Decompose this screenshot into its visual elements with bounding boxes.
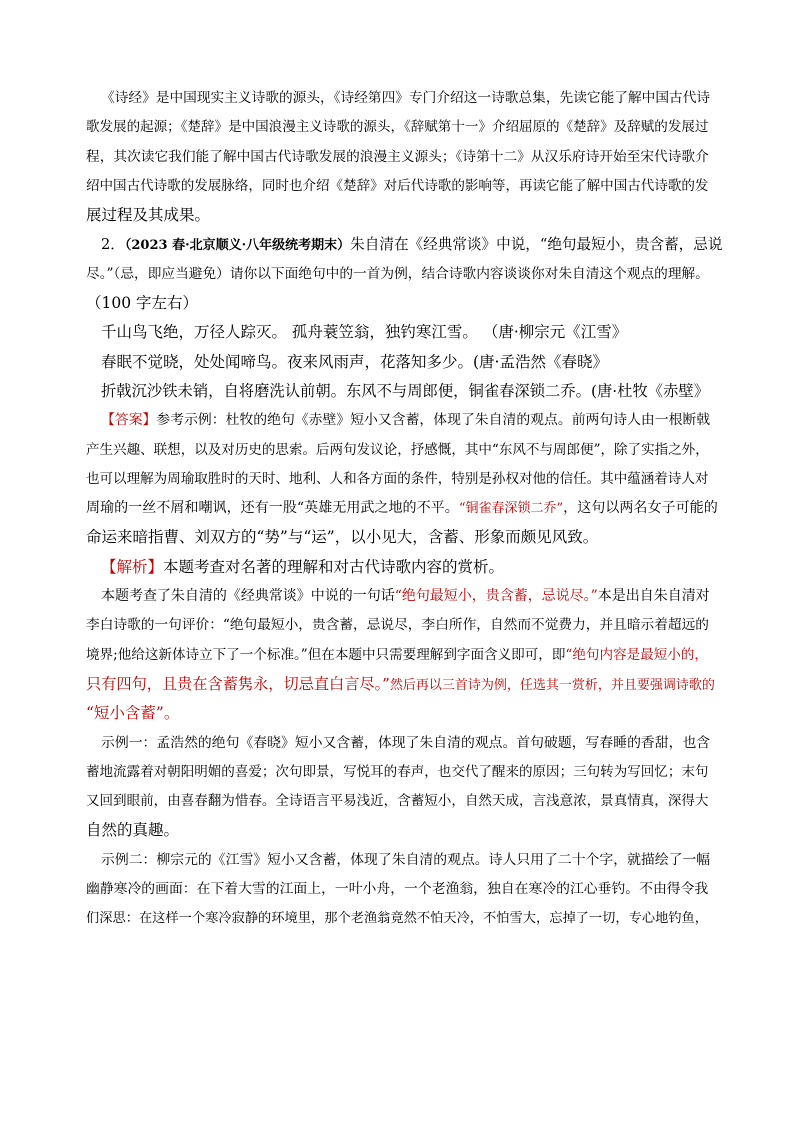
question-block [86,230,723,318]
example-line: 们深思：在这样一个寒冷寂静的环境里，那个老渔翁竟然不怕天冷，不怕雪大，忘掉了一切，专心地钓鱼， [86,911,709,927]
example-line: 蓄地流露着对朝阳明媚的喜爱；次句即景，写悦耳的春声，也交代了醒来的原因；三句转为写回忆；末句 [86,763,709,780]
answer-block [86,406,718,552]
analysis-line: 【解析】本题考查对名著的理解和对古代诗歌内容的赏析。 [101,557,505,576]
highlighted-quote: “短小含蓄”。 [86,704,180,723]
example-two-block [86,846,712,934]
question-source: （2023 春·北京顺义·八年级统考期末） [124,238,351,254]
question-number: 2． [101,236,125,254]
answer-tag: 【答案】 [101,412,157,429]
example-one-block [86,729,712,846]
highlighted-quote: “绝句内容是最短小的， [565,646,708,663]
example-line: 示例二：柳宗元的《江雪》短小又含蓄，体现了朱自清的观点。诗人只用了二十个字，就描绘了一幅 [101,851,711,868]
highlighted-quote: “绝句最短小，贵含蓄，忌说尽。” [394,588,598,605]
example-line: 又回到眼前，由喜春翻为惜春。全诗语言平易浅近，含蓄短小，自然天成，言浅意浓，景真情真，深得大 [86,793,709,810]
text-line: 程，其次读它我们能了解中国古代诗歌发展的浪漫主义源头；《诗第十二》从汉乐府诗开始至宋代诗歌介 [86,148,709,165]
poem-line: 春眠不觉晓，处处闻啼鸟。夜来风雨声，花落知多少。(唐·孟浩然《春晓》 [101,352,608,371]
text-line: 歌发展的起源；《楚辞》是中国浪漫主义诗歌的源头，《辞赋第十一》介绍屈原的《楚辞》及辞赋的发展过 [86,119,709,136]
highlighted-quote: “铜雀春深锁二乔” [458,501,564,517]
example-line: 自然的真趣。 [86,821,180,840]
answer-line: 命运来暗指曹、刘双方的“势”与“运”，以小见大，含蓄、形象而颇见风致。 [86,528,599,547]
explanation-line: 李白诗歌的一句评价：“绝句最短小，贵含蓄，忌说尽，李白所作，自然而不觉费力，并且暗示着超远的 [86,617,709,634]
question-text: 朱自清在《经典常谈》中说，“绝句最短小，贵含蓄，忌说 [350,236,723,254]
poems-block [86,318,712,406]
answer-line: 也可以理解为周瑜取胜时的天时、地利、人和各方面的条件，特别是孙权对他的信任。其中蕴涵着诗人对 [86,470,709,487]
explanation-line [86,699,712,728]
answer-line: 产生兴趣、联想，以及对历史的思索。后两句发议论，抒感慨，其中“东风不与周郎便”，除了实指之外， [86,441,709,458]
poem-line: 千山鸟飞绝，万径人踪灭。 孤舟蓑笠翁，独钓寒江雪。 （唐·柳宗元《江雪》 [101,323,628,342]
intro-paragraph [86,84,712,230]
analysis-block [86,553,712,582]
text-line: 绍中国古代诗歌的发展脉络，同时也介绍《楚辞》对后代诗歌的影响等，再读它能了解中国古代诗歌的发 [86,177,709,194]
analysis-tag: 【解析】 [101,557,164,576]
question-line [86,230,723,259]
text-line: 《诗经》是中国现实主义诗歌的源头，《诗经第四》专门介绍这一诗歌总集，先读它能了解中国古代诗 [101,90,711,106]
question-word-limit: （100 字左右） [86,294,199,313]
explanation-line: 本题考查了朱自清的《经典常谈》中说的一句话“绝句最短小，贵含蓄，忌说尽。”本是出自朱自清对 [101,588,710,605]
question-line: 尽。”（忌，即应当避免）请你以下面绝句中的一首为例，结合诗歌内容谈谈你对朱自清这个观点的理解。 [86,265,709,282]
poem-line: 折戟沉沙铁未销，自将磨洗认前朝。东风不与周郎便，铜雀春深锁二乔。(唐·杜牧《赤壁》 [101,381,710,400]
text-line: 展过程及其成果。 [86,206,211,225]
answer-line: 【答案】参考示例：杜牧的绝句《赤壁》短小又含蓄，体现了朱自清的观点。前两句诗人由一根断戟 [101,412,711,429]
highlighted-note: 然后再以三首诗为例，任选其一赏析，并且要强调诗歌的 [389,677,715,693]
example-line: 示例一：孟浩然的绝句《春晓》短小又含蓄，体现了朱自清的观点。首句破题，写春睡的香甜，也含 [101,734,711,751]
highlighted-quote: 只有四句，且贵在含蓄隽永，切忌直白言尽。” [86,674,390,693]
explanation-block [86,582,715,728]
explanation-line: 境界;他给这新体诗立下了一个标准。”但在本题中只需要理解到字面含义即可，即“绝句内容是最短小的， [86,646,708,663]
explanation-line [86,670,715,699]
document-page [86,84,723,934]
answer-line: 周瑜的一丝不屑和嘲讽，还有一股“英雄无用武之地的不平。“铜雀春深锁二乔”，这句以两名女子可能的 [86,500,718,517]
example-line: 幽静寒冷的画面：在下着大雪的江面上，一叶小舟，一个老渔翁，独自在寒冷的江心垂钓。不由得令我 [86,881,709,898]
